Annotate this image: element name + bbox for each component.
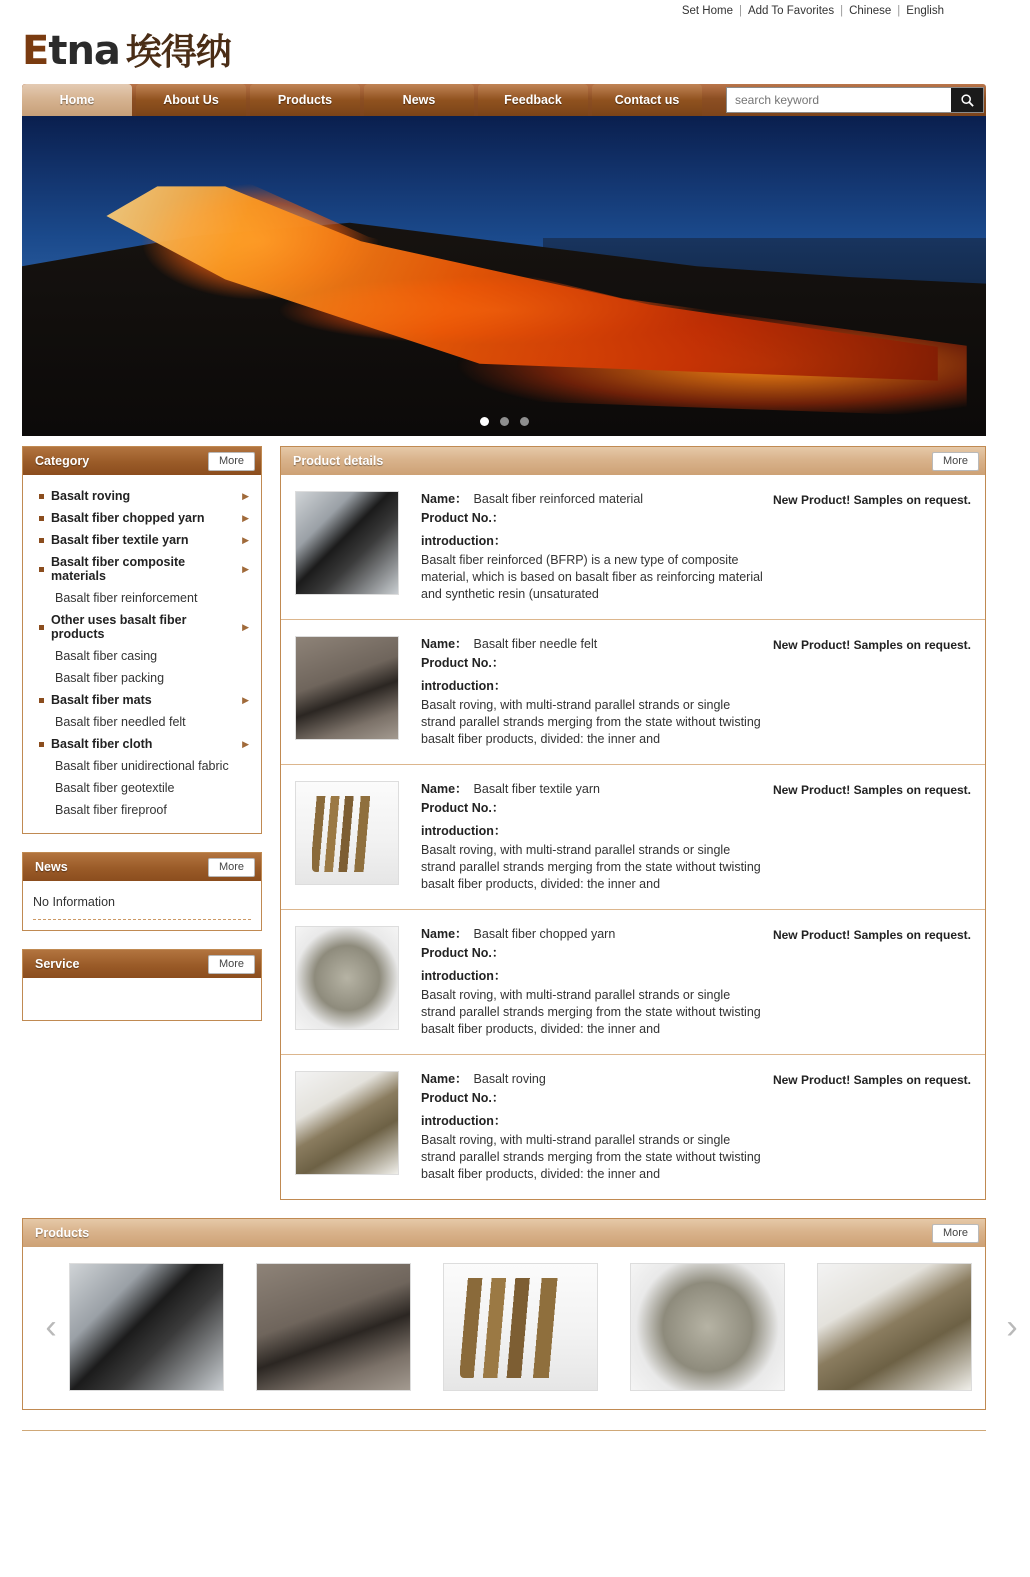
product-name-value: Basalt fiber textile yarn <box>473 782 600 796</box>
bullet-icon <box>39 698 44 703</box>
product-details-panel <box>280 446 986 1200</box>
product-detail-row[interactable] <box>281 765 985 910</box>
products-strip-title: Products <box>35 1226 90 1240</box>
search-input[interactable] <box>727 89 951 111</box>
banner-dot-1[interactable] <box>480 417 489 426</box>
product-no-value <box>504 946 510 960</box>
product-name-line <box>421 926 765 943</box>
category-item-label: Basalt fiber cloth <box>51 737 153 751</box>
product-detail-row[interactable] <box>281 1055 985 1199</box>
category-item[interactable] <box>31 689 253 711</box>
bullet-icon <box>39 494 44 499</box>
news-body <box>23 881 261 930</box>
category-item[interactable] <box>31 799 253 821</box>
introduction-text: Basalt roving, with multi-strand parallel strands or single strand parallel strands merging from the state without twisting basalt fiber products, divided: the inner and <box>421 843 761 891</box>
news-empty-text: No Information <box>33 895 115 909</box>
add-to-favorites-link[interactable]: Add To Favorites <box>747 5 835 17</box>
search-button[interactable] <box>951 88 983 112</box>
chevron-right-icon: ▶ <box>242 694 249 705</box>
product-details-more-button[interactable]: More <box>932 452 979 471</box>
product-name-label: Name： <box>421 927 468 941</box>
product-note: New Product! Samples on request. <box>772 493 971 507</box>
search-icon <box>960 93 975 108</box>
product-no-value <box>504 1091 510 1105</box>
set-home-link[interactable]: Set Home <box>681 5 733 17</box>
category-item[interactable] <box>31 645 253 667</box>
language-english-link[interactable]: English <box>906 5 944 17</box>
category-item-label: Basalt fiber casing <box>55 649 158 663</box>
category-item-label: Basalt fiber geotextile <box>55 781 175 795</box>
category-item-label: Basalt fiber chopped yarn <box>51 511 205 525</box>
category-item[interactable] <box>31 485 253 507</box>
product-no-value <box>504 511 510 525</box>
separator: | <box>840 5 844 17</box>
product-detail-row[interactable] <box>281 910 985 1055</box>
category-item[interactable] <box>31 733 253 755</box>
category-more-button[interactable]: More <box>208 452 255 471</box>
category-item-label: Basalt fiber reinforcement <box>55 591 198 605</box>
product-name-value: Basalt roving <box>473 1072 546 1086</box>
chevron-right-icon: ▶ <box>242 490 249 501</box>
product-no-label: Product No.： <box>421 946 505 960</box>
bullet-icon <box>39 516 44 521</box>
chevron-right-icon: ▶ <box>242 621 249 632</box>
product-details-list <box>281 475 985 1199</box>
product-no-value <box>504 656 510 670</box>
service-panel-header <box>23 950 261 978</box>
product-no-label: Product No.： <box>421 511 505 525</box>
bullet-icon <box>39 742 44 747</box>
site-logo[interactable] <box>0 22 1008 84</box>
language-chinese-link[interactable]: Chinese <box>849 5 892 17</box>
basalt-fiber-chopped-yarn-thumb[interactable] <box>295 926 399 1030</box>
news-more-button[interactable]: More <box>208 858 255 877</box>
product-name-line <box>421 1071 765 1088</box>
banner-dot-2[interactable] <box>500 417 509 426</box>
product-name-line <box>421 636 765 653</box>
category-item[interactable] <box>31 551 253 587</box>
introduction-text: Basalt roving, with multi-strand parallel strands or single strand parallel strands merging from the state without twisting basalt fiber products, divided: the inner and <box>421 698 761 746</box>
product-note: New Product! Samples on request. <box>772 638 971 652</box>
category-item[interactable] <box>31 755 253 777</box>
main-navigation <box>22 84 986 116</box>
service-title: Service <box>35 957 80 971</box>
chevron-right-icon: ▶ <box>242 534 249 545</box>
category-item-label: Basalt roving <box>51 489 131 503</box>
nav-item-feedback[interactable] <box>478 84 588 116</box>
category-title: Category <box>35 454 90 468</box>
product-no-line <box>421 945 765 962</box>
basalt-fiber-textile-yarn-image[interactable] <box>443 1263 598 1391</box>
separator: | <box>738 5 742 17</box>
product-detail-row[interactable] <box>281 475 985 620</box>
category-item-label: Basalt fiber unidirectional fabric <box>55 759 229 773</box>
nav-item-label: Products <box>277 93 333 107</box>
basalt-roving-image[interactable] <box>817 1263 972 1391</box>
products-carousel <box>23 1247 1018 1409</box>
introduction-text: Basalt fiber reinforced (BFRP) is a new type of composite material, which is based on basalt fiber as reinforcing material and synthetic resin (unsaturated <box>421 553 763 601</box>
product-detail-text <box>421 636 765 748</box>
service-more-button[interactable]: More <box>208 955 255 974</box>
nav-item-contact-us[interactable] <box>592 84 702 116</box>
separator: | <box>897 5 901 17</box>
product-no-label: Product No.： <box>421 1091 505 1105</box>
bullet-icon <box>39 567 44 572</box>
product-details-title: Product details <box>293 454 384 468</box>
category-item-label: Basalt fiber fireproof <box>55 803 167 817</box>
category-list <box>23 475 261 833</box>
introduction-label: introduction： <box>421 534 507 548</box>
product-name-label: Name： <box>421 782 468 796</box>
product-name-value: Basalt fiber chopped yarn <box>473 927 616 941</box>
nav-item-news[interactable] <box>364 84 474 116</box>
logo-letter-e: E <box>22 28 49 74</box>
news-panel <box>22 852 262 931</box>
sidebar <box>22 446 262 1039</box>
product-note: New Product! Samples on request. <box>772 928 971 942</box>
banner-pagination <box>22 417 986 426</box>
product-detail-text <box>421 926 765 1038</box>
product-no-line <box>421 1090 765 1107</box>
introduction-text: Basalt roving, with multi-strand parallel strands or single strand parallel strands merging from the state without twisting basalt fiber products, divided: the inner and <box>421 1133 761 1181</box>
nav-item-label: News <box>402 93 436 107</box>
product-detail-text <box>421 781 765 893</box>
basalt-fiber-needle-felt-image[interactable] <box>256 1263 411 1391</box>
news-panel-header <box>23 853 261 881</box>
product-no-label: Product No.： <box>421 656 505 670</box>
nav-item-label: Feedback <box>504 93 562 107</box>
product-no-value <box>504 801 510 815</box>
basalt-fiber-reinforced-material-thumb[interactable] <box>295 491 399 595</box>
nav-item-home[interactable] <box>22 84 132 116</box>
basalt-fiber-textile-yarn-thumb[interactable] <box>295 781 399 885</box>
category-item[interactable] <box>31 587 253 609</box>
nav-item-about-us[interactable] <box>136 84 246 116</box>
product-name-label: Name： <box>421 492 468 506</box>
chevron-right-icon: ▶ <box>242 512 249 523</box>
category-item[interactable] <box>31 609 253 645</box>
category-item[interactable] <box>31 711 253 733</box>
nav-item-products[interactable] <box>250 84 360 116</box>
products-strip-more-button[interactable]: More <box>932 1224 979 1243</box>
logo-chinese-name: 埃得纳 <box>125 32 231 73</box>
footer-divider <box>22 1430 986 1454</box>
category-item-label: Basalt fiber textile yarn <box>51 533 189 547</box>
category-item-label: Other uses basalt fiber products <box>51 613 187 641</box>
introduction-label: introduction： <box>421 969 507 983</box>
basalt-fiber-needle-felt-thumb[interactable] <box>295 636 399 740</box>
product-detail-row[interactable] <box>281 620 985 765</box>
basalt-fiber-chopped-yarn-image[interactable] <box>630 1263 785 1391</box>
category-item-label: Basalt fiber mats <box>51 693 152 707</box>
product-no-line <box>421 800 765 817</box>
products-strip-header <box>23 1219 985 1247</box>
category-item[interactable] <box>31 507 253 529</box>
main-column <box>280 446 986 1200</box>
category-panel-header <box>23 447 261 475</box>
search-box[interactable] <box>726 87 984 113</box>
products-strip-panel <box>22 1218 1018 1410</box>
bullet-icon <box>39 625 44 630</box>
basalt-fiber-reinforced-material-image[interactable] <box>69 1263 224 1391</box>
bullet-icon <box>39 538 44 543</box>
carousel-prev-button[interactable]: ‹ <box>45 1308 57 1346</box>
introduction-label: introduction： <box>421 679 507 693</box>
introduction-label: introduction： <box>421 824 507 838</box>
product-note: New Product! Samples on request. <box>772 1073 971 1087</box>
basalt-roving-thumb[interactable] <box>295 1071 399 1175</box>
product-detail-text <box>421 491 765 603</box>
news-divider <box>33 919 251 920</box>
hero-banner[interactable] <box>22 116 986 436</box>
product-no-line <box>421 655 765 672</box>
chevron-right-icon: ▶ <box>242 738 249 749</box>
category-item-label: Basalt fiber composite materials <box>51 555 186 583</box>
product-name-label: Name： <box>421 1072 468 1086</box>
banner-dot-3[interactable] <box>520 417 529 426</box>
product-name-line <box>421 491 765 508</box>
category-item[interactable] <box>31 667 253 689</box>
category-item-label: Basalt fiber needled felt <box>55 715 186 729</box>
nav-item-label: Home <box>59 93 95 107</box>
utility-bar <box>0 0 1008 22</box>
service-body <box>23 978 261 1020</box>
carousel-items <box>69 1263 994 1391</box>
nav-item-label: Contact us <box>614 93 680 107</box>
product-details-header <box>281 447 985 475</box>
product-detail-text <box>421 1071 765 1183</box>
category-item-label: Basalt fiber packing <box>55 671 165 685</box>
introduction-label: introduction： <box>421 1114 507 1128</box>
news-title: News <box>35 860 68 874</box>
product-name-label: Name： <box>421 637 468 651</box>
product-note: New Product! Samples on request. <box>772 783 971 797</box>
category-item[interactable] <box>31 529 253 551</box>
chevron-right-icon: ▶ <box>242 563 249 574</box>
category-item[interactable] <box>31 777 253 799</box>
introduction-text: Basalt roving, with multi-strand parallel strands or single strand parallel strands merging from the state without twisting basalt fiber products, divided: the inner and <box>421 988 761 1036</box>
service-panel <box>22 949 262 1021</box>
category-panel <box>22 446 262 834</box>
product-name-line <box>421 781 765 798</box>
logo-text-tna: tna <box>48 28 120 74</box>
carousel-next-button[interactable]: › <box>1006 1308 1018 1346</box>
product-name-value: Basalt fiber needle felt <box>473 637 598 651</box>
product-no-line <box>421 510 765 527</box>
product-no-label: Product No.： <box>421 801 505 815</box>
product-name-value: Basalt fiber reinforced material <box>473 492 644 506</box>
nav-item-label: About Us <box>163 93 219 107</box>
content-area <box>22 446 986 1200</box>
